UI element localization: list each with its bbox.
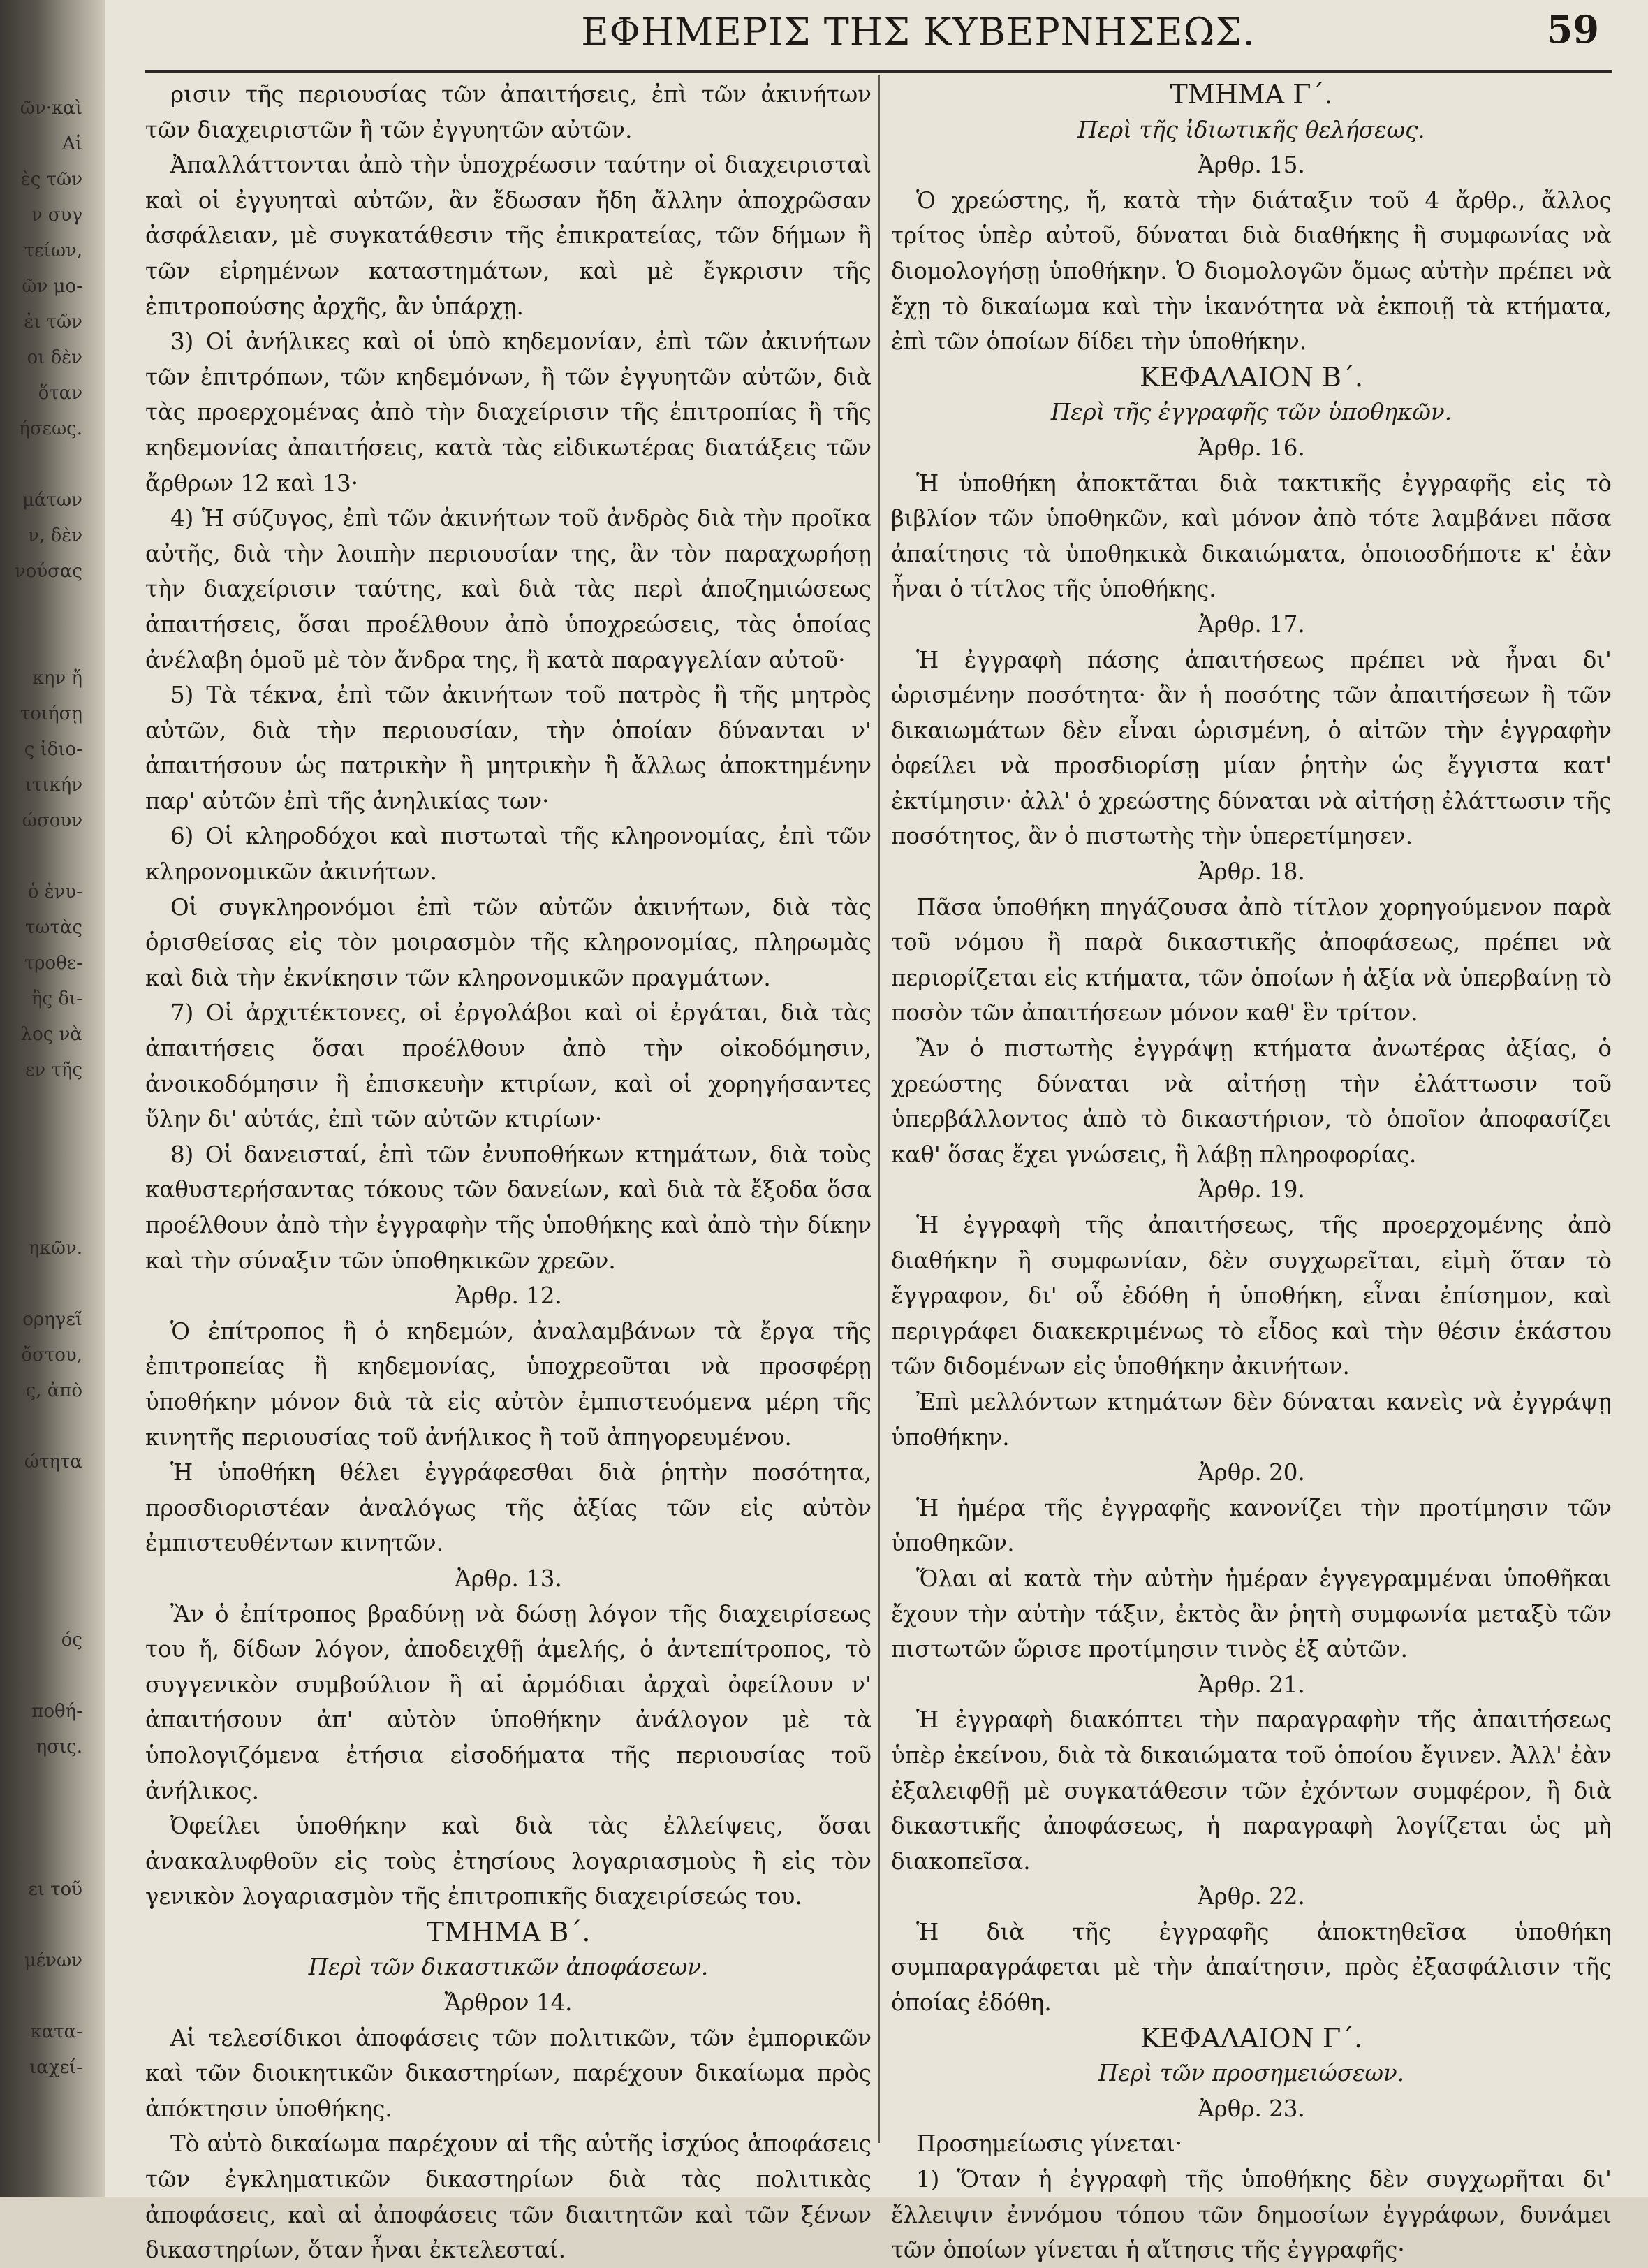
fragment-line <box>0 590 82 625</box>
fragment-line <box>0 1587 82 1623</box>
fragment-line <box>0 1836 82 1872</box>
fragment-line: ὄστου, <box>21 1345 82 1366</box>
article-heading: Ἀρθρ. 23. <box>1198 2095 1305 2122</box>
fragment-line: τοιήσῃ <box>20 703 82 724</box>
paragraph: Τὸ αὐτὸ δικαίωμα παρέχουν αἱ τῆς αὐτῆς ἰσχύος ἀποφάσεις τῶν ἐγκληματικῶν δικαστηρίων διὰ τὰς πολιτικὰς ἀποφάσεις, καὶ αἱ ἀποφάσεις τῶν διαιτητῶν καὶ τῶν ξένων δικαστηρίων, ὅταν ἦναι ἐκτελεσταί. <box>145 2130 871 2264</box>
article-heading: Ἀρθρ. 18. <box>1198 858 1305 886</box>
fragment-line: τροθε- <box>24 953 82 974</box>
paragraph: Ἡ ἐγγραφὴ τῆς ἀπαιτήσεως, τῆς προερχομένης ἀπὸ διαθήκην ἢ συμφωνίαν, δὲν συγχωρεῖται, εἰμὴ ὅταν τὸ ἔγγραφον, δι' οὗ ἐδόθη ἡ ὑποθήκη, εἶναι ἐπίσημον, καὶ περιγράφει διακεκριμένως τὸ εἶδος καὶ τὴν θέσιν ἑκάστου τῶν διδομένων εἰς ὑποθήκην ἀκινήτων. <box>891 1212 1612 1380</box>
paragraph: Αἱ τελεσίδικοι ἀποφάσεις τῶν πολιτικῶν, τῶν ἐμπορικῶν καὶ τῶν διοικητικῶν δικαστηρίων, παρέχουν δικαίωμα πρὸς ἀπόκτησιν ὑποθήκης. <box>145 2024 871 2122</box>
fragment-line: ἢς δι- <box>31 988 82 1009</box>
fragment-line <box>0 1908 82 1943</box>
section-subtitle: Περὶ τῶν δικαστικῶν ἀποφάσεων. <box>308 1954 709 1981</box>
paragraph: Ὁ χρεώστης, ἤ, κατὰ τὴν διάταξιν τοῦ 4 ἄρθρ., ἄλλος τρίτος ὑπὲρ αὐτοῦ, δύναται διὰ διαθήκης ἢ συμφωνίας νὰ διομολογήσῃ ὑποθήκην. Ὁ διομολογῶν ὅμως αὐτὴν πρέπει νὰ ἔχῃ τὸ δικαίωμα καὶ τὴν ἱκανότητα νὰ ἐκποιῇ τὰ κτήματα, ἐπὶ τῶν ὁποίων δίδει τὴν ὑποθήκην. <box>891 186 1612 356</box>
fragment-line <box>0 1159 82 1195</box>
paragraph: Ἂν ὁ πιστωτὴς ἐγγράψῃ κτήματα ἀνωτέρας ἀξίας, ὁ χρεώστης δύναται νὰ αἰτήσῃ τὴν ἐλάττωσιν τοῦ ὑπερβάλλοντος ἀπὸ τὸ δικαστήριον, τὸ ὁποῖον ἀποφασίζει καθ' ὅσας ἔχει γνώσεις, ἢ λάβῃ πληροφορίας. <box>891 1035 1612 1168</box>
fragment-line: τείων, <box>24 240 82 261</box>
article-heading: Ἀρθρ. 20. <box>1198 1459 1305 1486</box>
fragment-line <box>0 1266 82 1302</box>
page-number: 59 <box>1546 7 1599 52</box>
article-heading: Ἀρθρ. 19. <box>1198 1176 1305 1203</box>
fragment-line: ἐι τῶν <box>24 312 82 332</box>
section-heading: ΤΜΗΜΑ Γ΄. <box>1170 79 1333 110</box>
header-rule <box>145 70 1612 73</box>
fragment-line: ηκῶν. <box>28 1238 82 1259</box>
paragraph: Ἡ ἐγγραφὴ πάσης ἀπαιτήσεως πρέπει νὰ ἦναι δι' ὡρισμένην ποσότητα· ἂν ἡ ποσότης τῶν ἀπαιτήσεων ἢ τῶν δικαιωμάτων δὲν εἶναι ὡρισμένη, ὁ αἰτῶν τὴν ἐγγραφὴν ὀφείλει νὰ προσδιορίσῃ μίαν ῥητὴν ὡς ἔγγιστα κατ' ἐκτίμησιν· ἀλλ' ὁ χρεώστης δύναται νὰ αἰτήσῃ ἐλάττωσιν τῆς ποσότητος, ἂν ὁ πιστωτὴς τὴν ὑπερετίμησεν. <box>891 646 1612 850</box>
section-subtitle: Περὶ τῆς ἰδιωτικῆς θελήσεως. <box>1077 116 1425 143</box>
paragraph: Ἐπὶ μελλόντων κτημάτων δὲν δύναται κανεὶς νὰ ἐγγράψῃ ὑποθήκην. <box>891 1388 1612 1451</box>
fragment-line <box>0 1801 82 1836</box>
fragment-line: τωτὰς <box>24 917 82 938</box>
article-heading: Ἀρθρ. 13. <box>455 1565 562 1592</box>
paragraph: Ἡ ἡμέρα τῆς ἐγγραφῆς κανονίζει τὴν προτίμησιν τῶν ὑποθηκῶν. <box>891 1494 1612 1557</box>
paragraph: Ἀπαλλάττονται ἀπὸ τὴν ὑποχρέωσιν ταύτην οἱ διαχειρισταὶ καὶ οἱ ἐγγυηταὶ αὐτῶν, ἂν ἔδωσαν ἤδη ἄλλην ἀποχρῶσαν ἀσφάλειαν, μὲ συγκατάθεσιν τῆς ἐπικρατείας, τῶν δήμων ἢ τῶν εἰρημένων καταστημάτων, καὶ μὲ ἔγκρισιν τῆς ἐπιτροπούσης ἀρχῆς, ἂν ὑπάρχῃ. <box>145 152 871 320</box>
paragraph: Ἡ ἐγγραφὴ διακόπτει τὴν παραγραφὴν τῆς ἀπαιτήσεως ὑπὲρ ἐκείνου, διὰ τὰ δικαιώματα τοῦ ὁποίου ἔγινεν. Ἀλλ' ἐὰν ἐξαλειφθῇ μὲ συγκατάθεσιν τῶν ἐχόντων συμφέρον, ἢ διὰ δικαστικῆς ἀποφάσεως, ἡ παραγραφὴ λογίζεται ὡς μὴ διακοπεῖσα. <box>891 1706 1612 1875</box>
paragraph: Προσημείωσις γίνεται· <box>916 2130 1183 2158</box>
paragraph: Ἡ ὑποθήκη ἀποκτᾶται διὰ τακτικῆς ἐγγραφῆς εἰς τὸ βιβλίον τῶν ὑποθηκῶν, καὶ μόνον ἀπὸ τότε λαμβάνει πᾶσα ἀπαίτησις τὰ ὑποθηκικὰ δικαιώματα, ὁποιοσδήποτε κ' ἐὰν ἦναι ὁ τίτλος τῆς ὑποθήκης. <box>891 469 1612 603</box>
paragraph: 8) Οἱ δανεισταί, ἐπὶ τῶν ἐνυποθήκων κτημάτων, διὰ τοὺς καθυστερήσαντας τόκους τῶν δανείων, καὶ διὰ τὰ ἔξοδα ὅσα προέλθουν ἀπὸ τὴν ἐγγραφὴν τῆς ὑποθήκης καὶ ἀπὸ τὴν δίκην καὶ τὴν σύναξιν τῶν ὑποθηκικῶν χρεῶν. <box>145 1141 871 1274</box>
fragment-line: ποθή- <box>31 1701 82 1722</box>
fragment-line: ὁ ἐνυ- <box>27 881 82 902</box>
column-divider <box>878 75 880 2143</box>
paragraph: 1) Ὅταν ἡ ἐγγραφὴ τῆς ὑποθήκης δὲν συγχωρῆται δι' ἔλλειψιν ἐννόμου τόπου τῶν δημοσίων ἐγγράφων, δυνάμει τῶν ὁποίων γίνεται ἡ αἴτησις τῆς ἐγγραφῆς· <box>891 2166 1612 2264</box>
fragment-line <box>0 625 82 661</box>
section-subtitle: Περὶ τῶν προσημειώσεων. <box>1098 2060 1405 2087</box>
fragment-line <box>0 447 82 483</box>
fragment-line <box>0 1765 82 1801</box>
adjacent-page-fragments <box>0 91 88 2116</box>
fragment-line: ὅταν <box>38 383 82 404</box>
fragment-line: ν συγ <box>31 205 82 226</box>
fragment-line: ῶν μο- <box>22 276 82 297</box>
article-heading: Ἄρθρον 14. <box>444 1989 573 2017</box>
section-heading: ΤΜΗΜΑ Β΄. <box>426 1916 591 1947</box>
article-heading: Ἀρθρ. 22. <box>1198 1883 1305 1910</box>
fragment-line: ς, ἀπὸ <box>25 1380 82 1401</box>
paragraph: Ἡ διὰ τῆς ἐγγραφῆς ἀποκτηθεῖσα ὑποθήκη συμπαραγράφεται μὲ τὴν ἀπαίτησιν, πρὸς ἐξασφάλισιν τῆς ὁποίας ἐδόθη. <box>891 1918 1612 2017</box>
fragment-line: ήσεως. <box>19 418 82 439</box>
fragment-line: ει τοῦ <box>28 1879 82 1900</box>
paragraph: Ὁ ἐπίτροπος ἢ ὁ κηδεμών, ἀναλαμβάνων τὰ ἔργα τῆς ἐπιτροπείας ἢ κηδεμονίας, ὑποχρεοῦται νὰ προσφέρῃ ὑποθήκην μόνον διὰ τὰ εἰς αὐτὸν ἐμπιστευόμενα μέρη τῆς κινητῆς περιουσίας τοῦ ἀνήλικος ἢ τοῦ ἀπηγορευμένου. <box>145 1317 871 1451</box>
fragment-line <box>0 839 82 875</box>
fragment-line: ός <box>61 1630 82 1651</box>
fragment-line: μένων <box>24 1950 82 1971</box>
paragraph: 7) Οἱ ἀρχιτέκτονες, οἱ ἐργολάβοι καὶ οἱ ἐργάται, διὰ τὰς ἀπαιτήσεις ὅσαι προέλθουν ἀπὸ τὴν οἰκοδόμησιν, ἀνοικοδόμησιν ἢ ἐπισκευὴν κτιρίων, καὶ οἱ χορηγήσαντες ὕλην δι' αὐτάς, ἐπὶ τῶν αὐτῶν κτιρίων· <box>145 1000 871 1133</box>
fragment-line: ν, δὲν <box>28 525 82 546</box>
fragment-line <box>0 1088 82 1124</box>
paragraph: 5) Τὰ τέκνα, ἐπὶ τῶν ἀκινήτων τοῦ πατρὸς ἢ τῆς μητρὸς αὐτῶν, διὰ τὴν περιουσίαν, τὴν ὁποίαν δύνανται ν' ἀπαιτήσουν ὡς πατρικὴν ἢ μητρικὴν ἢ ἄλλως ἀποκτημένην παρ' αὐτῶν ἐπὶ τῆς ἀνηλικίας των· <box>145 682 871 814</box>
fragment-line: ς ἰδιο- <box>24 739 82 760</box>
paragraph: 4) Ἡ σύζυγος, ἐπὶ τῶν ἀκινήτων τοῦ ἀνδρὸς διὰ τὴν προῖκα αὐτῆς, διὰ τὴν λοιπὴν περιουσίαν της, ἂν τὸν παραχωρήσῃ τὴν διαχείρισιν ταύτης, καὶ διὰ τὰς περὶ ἀποζημιώσεως ἀπαιτήσεις, ὅσαι προέλθουν ἀπὸ ὑποχρεώσεις, τὰς ὁποίας ἀνέλαβη ὁμοῦ μὲ τὸν ἄνδρα της, ἢ κατὰ παραγγελίαν αὐτοῦ· <box>145 505 871 673</box>
article-heading: Ἀρθρ. 17. <box>1198 610 1305 638</box>
article-heading: Ἀρθρ. 21. <box>1198 1671 1305 1698</box>
fragment-line <box>0 1516 82 1551</box>
fragment-line: κην ἤ <box>32 668 82 689</box>
paragraph: ρισιν τῆς περιουσίας τῶν ἀπαιτήσεις, ἐπὶ τῶν ἀκινήτων τῶν διαχειριστῶν ἢ τῶν ἐγγυητῶν αὐτῶν. <box>145 81 871 143</box>
fragment-line: ώσουν <box>22 810 82 831</box>
article-heading: Ἀρθρ. 16. <box>1198 434 1305 461</box>
paragraph: Πᾶσα ὑποθήκη πηγάζουσα ἀπὸ τίτλον χορηγούμενον παρὰ τοῦ νόμου ἢ παρὰ δικαστικῆς ἀποφάσεως, πρέπει νὰ περιορίζεται εἰς κτήματα, τῶν ὁποίων ἡ ἀξία νὰ ὑπερβαίνῃ τὸ ποσὸν τῶν ἀπαιτήσεων μόνον καθ' ἓν τρίτον. <box>891 893 1612 1027</box>
fragment-line: οι δὲν <box>27 347 82 368</box>
fragment-line: ορηγεῖ <box>22 1309 82 1330</box>
section-heading: ΚΕΦΑΛΑΙΟΝ Γ΄. <box>1140 2022 1363 2054</box>
fragment-line: ώτητα <box>24 1451 82 1472</box>
article-heading: Ἀρθρ. 15. <box>1198 152 1305 179</box>
left-column <box>145 77 871 2268</box>
fragment-line: μάτων <box>22 490 82 511</box>
fragment-line: ιαχεί- <box>29 2057 82 2078</box>
section-heading: ΚΕΦΑΛΑΙΟΝ Β΄. <box>1139 361 1364 393</box>
fragment-line <box>0 1979 82 2014</box>
fragment-line: εν τῆς <box>24 1060 82 1081</box>
fragment-line <box>0 1551 82 1587</box>
fragment-line: ῶν·καὶ <box>20 98 82 119</box>
paragraph: Ἂν ὁ ἐπίτροπος βραδύνῃ νὰ δώσῃ λόγον τῆς διαχειρίσεως του ἤ, δίδων λόγον, ἀποδειχθῇ ἀμελής, ὁ ἀντεπίτροπος, τὸ συγγενικὸν συμβούλιον ἢ αἱ ἁρμόδιαι ἀρχαὶ ὀφείλουν ν' ἀπαιτήσουν ἀπ' αὐτὸν ὑποθήκην ἀνάλογον μὲ τὰ ὑπολογιζόμενα ἐτήσια εἰσοδήματα τῆς περιουσίας τοῦ ἀνήλικος. <box>145 1600 871 1804</box>
right-column <box>891 77 1612 2268</box>
fragment-line: ὲς τῶν <box>20 169 82 190</box>
fragment-line: ησις. <box>36 1736 82 1757</box>
paragraph: Ὅλαι αἱ κατὰ τὴν αὐτὴν ἡμέραν ἐγγεγραμμέναι ὑποθῆκαι ἔχουν τὴν αὐτὴν τάξιν, ἐκτὸς ἂν ῥητὴ συμφωνία μεταξὺ τῶν πιστωτῶν ὥρισε προτίμησιν τινὸς ἐξ αὐτῶν. <box>891 1565 1612 1663</box>
paragraph: Ὀφείλει ὑποθήκην καὶ διὰ τὰς ἐλλείψεις, ὅσαι ἀνακαλυφθοῦν εἰς τοὺς ἐτησίους λογαριασμοὺς ἢ εἰς τὸν γενικὸν λογαριασμὸν τῆς ἐπιτροπικῆς διαχειρίσεώς του. <box>145 1813 871 1910</box>
fragment-line: Αἱ <box>62 133 82 154</box>
article-heading: Ἀρθρ. 12. <box>455 1282 562 1310</box>
fragment-line: νούσας <box>14 561 82 582</box>
fragment-line <box>0 1658 82 1694</box>
fragment-line: ιτικήν <box>24 775 82 796</box>
fragment-line <box>0 1409 82 1444</box>
fragment-line <box>0 1480 82 1516</box>
fragment-line <box>0 1124 82 1159</box>
paragraph: 3) Οἱ ἀνήλικες καὶ οἱ ὑπὸ κηδεμονίαν, ἐπὶ τῶν ἀκινήτων τῶν ἐπιτρόπων, τῶν κηδεμόνων, ἢ τῶν ἐγγυητῶν αὐτῶν, διὰ τὰς προερχομένας ἀπὸ τὴν διαχείρισιν τῆς ἐπιτροπίας ἢ τῆς κηδεμονίας ἀπαιτήσεις, κατὰ τὰς εἰδικωτέρας διατάξεις τῶν ἄρθρων 12 καὶ 13· <box>145 328 871 497</box>
fragment-line: κατα- <box>30 2021 82 2042</box>
fragment-line: λος νὰ <box>20 1024 82 1045</box>
newspaper-page <box>105 0 1648 2264</box>
section-subtitle: Περὶ τῆς ἐγγραφῆς τῶν ὑποθηκῶν. <box>1050 399 1452 426</box>
fragment-line <box>0 1195 82 1231</box>
paragraph: Ἡ ὑποθήκη θέλει ἐγγράφεσθαι διὰ ῥητὴν ποσότητα, προσδιοριστέαν ἀναλόγως τῆς ἀξίας τῶν εἰς αὐτὸν ἐμπιστευθέντων κινητῶν. <box>145 1459 871 1557</box>
page-title: ΕΦΗΜΕΡΙΣ ΤΗΣ ΚΥΒΕΡΝΗΣΕΩΣ. <box>581 10 1256 54</box>
paragraph: Οἱ συγκληρονόμοι ἐπὶ τῶν αὐτῶν ἀκινήτων, διὰ τὰς ὁρισθείσας εἰς τὸν μοιρασμὸν τῆς κληρονομίας, πληρωμὰς καὶ διὰ τὴν ἐκνίκησιν τῶν κληρονομικῶν πραγμάτων. <box>145 893 871 991</box>
paragraph: 6) Οἱ κληροδόχοι καὶ πιστωταὶ τῆς κληρονομίας, ἐπὶ τῶν κληρονομικῶν ἀκινήτων. <box>145 823 871 886</box>
